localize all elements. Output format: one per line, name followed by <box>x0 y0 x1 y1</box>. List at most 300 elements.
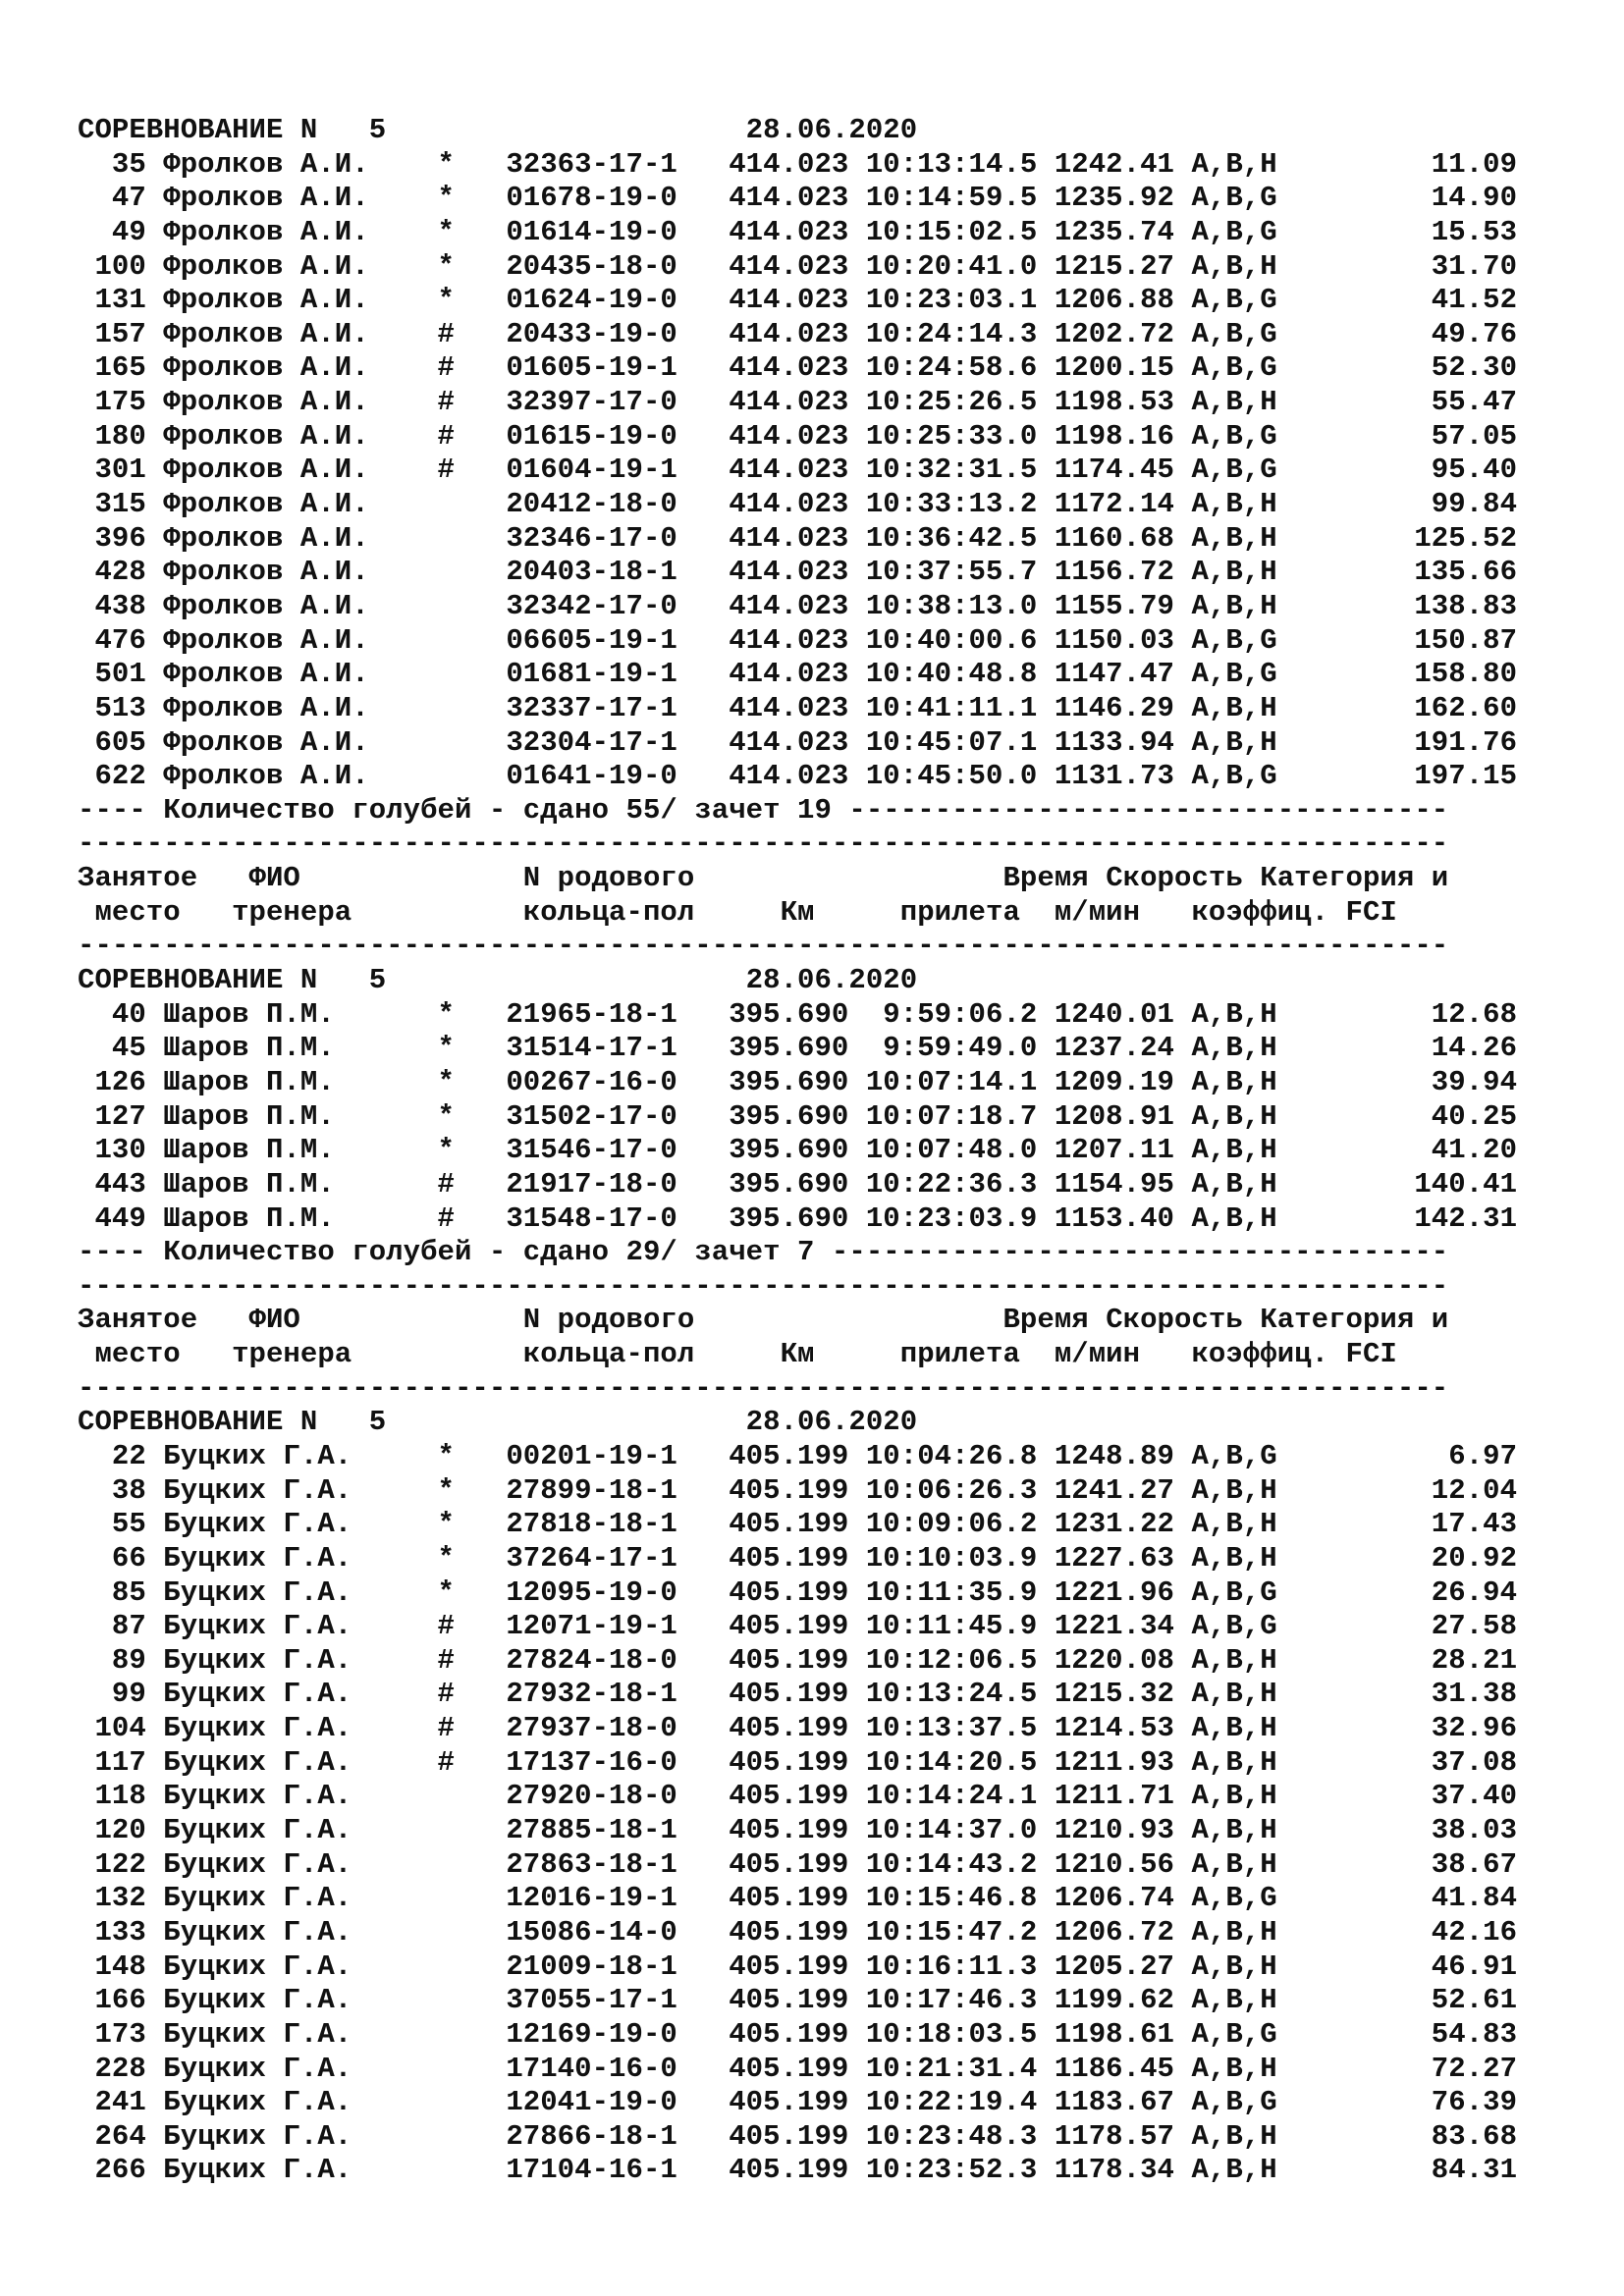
mark-cell: * <box>437 1473 455 1507</box>
result-row <box>78 182 1517 216</box>
mark-cell: * <box>437 1508 455 1541</box>
category-cell: A,B,H <box>1191 2052 1277 2085</box>
ring-number-cell: 20412-18-0 <box>506 488 677 521</box>
distance-km-cell: 405.199 <box>729 2154 849 2187</box>
trainer-name-cell: Шаров П.М. <box>163 1065 335 1098</box>
distance-km-cell: 414.023 <box>729 623 849 657</box>
arrival-time-cell: 10:11:35.9 <box>865 1575 1038 1609</box>
category-cell: A,B,G <box>1191 284 1277 317</box>
col-cat-header: Категория и <box>1260 1304 1449 1337</box>
trainer-name-cell: Фролков А.И. <box>163 589 369 622</box>
category-cell: A,B,G <box>1191 215 1277 248</box>
distance-km-cell: 395.690 <box>729 1167 849 1201</box>
speed-cell: 1215.27 <box>1054 249 1174 283</box>
distance-km-cell: 395.690 <box>729 1134 849 1167</box>
place-cell: 148 <box>94 1949 146 1983</box>
place-cell: 443 <box>94 1167 146 1201</box>
col-ring-header: N родового <box>522 1304 695 1337</box>
col-time-header: Время <box>1002 862 1089 895</box>
speed-cell: 1146.29 <box>1054 691 1174 724</box>
competition-date: 28.06.2020 <box>745 964 918 997</box>
distance-km-cell: 405.199 <box>729 1814 849 1847</box>
fci-cell: 31.38 <box>1431 1678 1518 1711</box>
fci-cell: 40.25 <box>1431 1099 1518 1133</box>
mark-cell: # <box>437 351 455 385</box>
ring-number-cell: 01614-19-0 <box>506 215 677 248</box>
fci-cell: 11.09 <box>1431 147 1518 181</box>
trainer-name-cell: Фролков А.И. <box>163 454 369 487</box>
trainer-name-cell: Фролков А.И. <box>163 249 369 283</box>
category-cell: A,B,H <box>1191 1099 1277 1133</box>
pigeons-summary: Количество голубей - сдано 29/ зачет 7 <box>163 1236 815 1269</box>
speed-cell: 1210.56 <box>1054 1847 1174 1881</box>
table-header-line-1 <box>78 862 1517 896</box>
speed-cell: 1210.93 <box>1054 1814 1174 1847</box>
trainer-name-cell: Буцких Г.А. <box>163 1508 352 1541</box>
trainer-name-cell: Буцких Г.А. <box>163 1984 352 2017</box>
category-cell: A,B,G <box>1191 760 1277 793</box>
ring-number-cell: 20435-18-0 <box>506 249 677 283</box>
fci-cell: 57.05 <box>1431 419 1518 453</box>
ring-number-cell: 21965-18-1 <box>506 997 677 1031</box>
speed-cell: 1183.67 <box>1054 2086 1174 2119</box>
distance-km-cell: 414.023 <box>729 760 849 793</box>
mark-cell: * <box>437 1134 455 1167</box>
result-row <box>78 1168 1517 1202</box>
speed-cell: 1211.93 <box>1054 1745 1174 1779</box>
speed-cell: 1178.57 <box>1054 2119 1174 2153</box>
result-row <box>78 1712 1517 1746</box>
result-row <box>78 556 1517 590</box>
place-cell: 122 <box>94 1847 146 1881</box>
place-cell: 605 <box>94 725 146 759</box>
trainer-name-cell: Фролков А.И. <box>163 658 369 691</box>
distance-km-cell: 395.690 <box>729 1201 849 1235</box>
ring-number-cell: 27932-18-1 <box>506 1678 677 1711</box>
distance-km-cell: 405.199 <box>729 1508 849 1541</box>
category-cell: A,B,H <box>1191 1847 1277 1881</box>
fci-cell: 20.92 <box>1431 1541 1518 1575</box>
fci-cell: 83.68 <box>1431 2119 1518 2153</box>
distance-km-cell: 414.023 <box>729 589 849 622</box>
result-row <box>78 420 1517 454</box>
speed-cell: 1150.03 <box>1054 623 1174 657</box>
col-place-header: Занятое <box>78 1304 198 1337</box>
trainer-name-cell: Фролков А.И. <box>163 521 369 555</box>
trainer-name-cell: Фролков А.И. <box>163 556 369 589</box>
fci-cell: 31.70 <box>1431 249 1518 283</box>
trainer-name-cell: Шаров П.М. <box>163 1099 335 1133</box>
mark-cell: # <box>437 454 455 487</box>
place-cell: 301 <box>94 454 146 487</box>
place-cell: 22 <box>111 1439 146 1472</box>
place-cell: 85 <box>111 1575 146 1609</box>
col-cat-header: Категория и <box>1260 862 1449 895</box>
fci-cell: 55.47 <box>1431 386 1518 419</box>
arrival-time-cell: 10:23:52.3 <box>865 2154 1038 2187</box>
mark-cell: # <box>437 1678 455 1711</box>
arrival-time-cell: 10:25:26.5 <box>865 386 1038 419</box>
category-cell: A,B,H <box>1191 1643 1277 1677</box>
arrival-time-cell: 10:45:07.1 <box>865 725 1038 759</box>
competition-title-line <box>78 1406 1517 1440</box>
result-row <box>78 1780 1517 1814</box>
arrival-time-cell: 10:22:36.3 <box>865 1167 1038 1201</box>
competition-date: 28.06.2020 <box>745 1406 918 1439</box>
ring-number-cell: 01641-19-0 <box>506 760 677 793</box>
arrival-time-cell: 10:41:11.1 <box>865 691 1038 724</box>
speed-cell: 1211.71 <box>1054 1780 1174 1813</box>
result-row <box>78 1508 1517 1542</box>
fci-cell: 17.43 <box>1431 1508 1518 1541</box>
fci-cell: 41.20 <box>1431 1134 1518 1167</box>
distance-km-cell: 414.023 <box>729 725 849 759</box>
arrival-time-cell: 10:23:03.9 <box>865 1201 1038 1235</box>
place-cell: 117 <box>94 1745 146 1779</box>
result-row <box>78 148 1517 183</box>
place-cell: 131 <box>94 284 146 317</box>
fci-cell: 125.52 <box>1414 521 1518 555</box>
place-cell: 513 <box>94 691 146 724</box>
place-cell: 228 <box>94 2052 146 2085</box>
place-cell: 100 <box>94 249 146 283</box>
category-cell: A,B,G <box>1191 1882 1277 1915</box>
place-cell: 38 <box>111 1473 146 1507</box>
col-fci-header-2: FCI <box>1345 895 1397 929</box>
speed-cell: 1178.34 <box>1054 2154 1174 2187</box>
place-cell: 120 <box>94 1814 146 1847</box>
ring-number-cell: 01678-19-0 <box>506 182 677 215</box>
category-cell: A,B,H <box>1191 488 1277 521</box>
arrival-time-cell: 10:04:26.8 <box>865 1439 1038 1472</box>
trainer-name-cell: Буцких Г.А. <box>163 1949 352 1983</box>
competition-title: СОРЕВНОВАНИЕ N 5 <box>78 1406 387 1439</box>
fci-cell: 15.53 <box>1431 215 1518 248</box>
result-row <box>78 1746 1517 1781</box>
col-name-header-2: тренера <box>232 1338 352 1371</box>
speed-cell: 1147.47 <box>1054 658 1174 691</box>
trainer-name-cell: Фролков А.И. <box>163 317 369 350</box>
fci-cell: 38.03 <box>1431 1814 1518 1847</box>
distance-km-cell: 405.199 <box>729 1780 849 1813</box>
trainer-name-cell: Буцких Г.А. <box>163 2119 352 2153</box>
category-cell: A,B,G <box>1191 2017 1277 2051</box>
distance-km-cell: 395.690 <box>729 1032 849 1065</box>
fci-cell: 138.83 <box>1414 589 1518 622</box>
speed-cell: 1133.94 <box>1054 725 1174 759</box>
competition-title-line <box>78 114 1517 148</box>
col-ring-header-2: кольца-пол <box>522 895 695 929</box>
fci-cell: 28.21 <box>1431 1643 1518 1677</box>
arrival-time-cell: 10:22:19.4 <box>865 2086 1038 2119</box>
distance-km-cell: 414.023 <box>729 182 849 215</box>
speed-cell: 1221.96 <box>1054 1575 1174 1609</box>
arrival-time-cell: 10:24:58.6 <box>865 351 1038 385</box>
trainer-name-cell: Фролков А.И. <box>163 691 369 724</box>
result-row <box>78 658 1517 692</box>
mark-cell: * <box>437 215 455 248</box>
col-km-header-2: Км <box>780 895 815 929</box>
result-row <box>78 318 1517 352</box>
category-cell: A,B,H <box>1191 147 1277 181</box>
place-cell: 180 <box>94 419 146 453</box>
trainer-name-cell: Шаров П.М. <box>163 997 335 1031</box>
col-speed-header: Скорость <box>1106 862 1243 895</box>
speed-cell: 1155.79 <box>1054 589 1174 622</box>
fci-cell: 140.41 <box>1414 1167 1518 1201</box>
place-cell: 104 <box>94 1712 146 1745</box>
place-cell: 35 <box>111 147 146 181</box>
place-cell: 126 <box>94 1065 146 1098</box>
speed-cell: 1131.73 <box>1054 760 1174 793</box>
col-speed-header-2: м/мин <box>1054 1338 1141 1371</box>
distance-km-cell: 414.023 <box>729 521 849 555</box>
trainer-name-cell: Буцких Г.А. <box>163 1575 352 1609</box>
place-cell: 49 <box>111 215 146 248</box>
result-row <box>78 250 1517 285</box>
arrival-time-cell: 10:38:13.0 <box>865 589 1038 622</box>
result-row <box>78 726 1517 761</box>
distance-km-cell: 414.023 <box>729 556 849 589</box>
fci-cell: 37.08 <box>1431 1745 1518 1779</box>
speed-cell: 1202.72 <box>1054 317 1174 350</box>
ring-number-cell: 27866-18-1 <box>506 2119 677 2153</box>
speed-cell: 1235.74 <box>1054 215 1174 248</box>
result-row <box>78 216 1517 250</box>
ring-number-cell: 27863-18-1 <box>506 1847 677 1881</box>
category-cell: A,B,G <box>1191 1610 1277 1643</box>
speed-cell: 1205.27 <box>1054 1949 1174 1983</box>
ring-number-cell: 31502-17-0 <box>506 1099 677 1133</box>
category-cell: A,B,G <box>1191 1439 1277 1472</box>
category-cell: A,B,H <box>1191 1473 1277 1507</box>
trainer-name-cell: Фролков А.И. <box>163 623 369 657</box>
trainer-name-cell: Фролков А.И. <box>163 419 369 453</box>
ring-number-cell: 12095-19-0 <box>506 1575 677 1609</box>
arrival-time-cell: 9:59:06.2 <box>883 997 1038 1031</box>
arrival-time-cell: 10:11:45.9 <box>865 1610 1038 1643</box>
place-cell: 315 <box>94 488 146 521</box>
distance-km-cell: 405.199 <box>729 1745 849 1779</box>
category-cell: A,B,H <box>1191 1745 1277 1779</box>
speed-cell: 1215.32 <box>1054 1678 1174 1711</box>
mark-cell: * <box>437 1575 455 1609</box>
place-cell: 264 <box>94 2119 146 2153</box>
result-row <box>78 2018 1517 2053</box>
trainer-name-cell: Буцких Г.А. <box>163 1882 352 1915</box>
result-row <box>78 1474 1517 1509</box>
col-speed-header: Скорость <box>1106 1304 1243 1337</box>
result-row <box>78 454 1517 488</box>
result-row <box>78 1100 1517 1135</box>
result-row <box>78 1032 1517 1066</box>
trainer-name-cell: Буцких Г.А. <box>163 1678 352 1711</box>
category-cell: A,B,H <box>1191 1678 1277 1711</box>
arrival-time-cell: 10:06:26.3 <box>865 1473 1038 1507</box>
speed-cell: 1206.74 <box>1054 1882 1174 1915</box>
fci-cell: 49.76 <box>1431 317 1518 350</box>
mark-cell: * <box>437 1439 455 1472</box>
speed-cell: 1248.89 <box>1054 1439 1174 1472</box>
speed-cell: 1186.45 <box>1054 2052 1174 2085</box>
ring-number-cell: 20433-19-0 <box>506 317 677 350</box>
ring-number-cell: 32337-17-1 <box>506 691 677 724</box>
fci-cell: 135.66 <box>1414 556 1518 589</box>
distance-km-cell: 414.023 <box>729 658 849 691</box>
ring-number-cell: 01681-19-1 <box>506 658 677 691</box>
trainer-name-cell: Буцких Г.А. <box>163 1541 352 1575</box>
result-row <box>78 1644 1517 1679</box>
place-cell: 166 <box>94 1984 146 2017</box>
arrival-time-cell: 10:24:14.3 <box>865 317 1038 350</box>
mark-cell: * <box>437 1032 455 1065</box>
trainer-name-cell: Буцких Г.А. <box>163 2086 352 2119</box>
ring-number-cell: 15086-14-0 <box>506 1915 677 1949</box>
trainer-name-cell: Буцких Г.А. <box>163 1610 352 1643</box>
place-cell: 241 <box>94 2086 146 2119</box>
category-cell: A,B,H <box>1191 589 1277 622</box>
mark-cell: # <box>437 1643 455 1677</box>
competition-date: 28.06.2020 <box>745 114 918 146</box>
category-cell: A,B,G <box>1191 351 1277 385</box>
distance-km-cell: 405.199 <box>729 1712 849 1745</box>
ring-number-cell: 27885-18-1 <box>506 1814 677 1847</box>
speed-cell: 1198.16 <box>1054 419 1174 453</box>
separator-line: -------------------------------------------------------------------------------- <box>78 930 1449 963</box>
speed-cell: 1153.40 <box>1054 1201 1174 1235</box>
distance-km-cell: 405.199 <box>729 1678 849 1711</box>
ring-number-cell: 37264-17-1 <box>506 1541 677 1575</box>
category-cell: A,B,H <box>1191 1915 1277 1949</box>
category-cell: A,B,H <box>1191 1508 1277 1541</box>
speed-cell: 1156.72 <box>1054 556 1174 589</box>
arrival-time-cell: 10:45:50.0 <box>865 760 1038 793</box>
distance-km-cell: 395.690 <box>729 1099 849 1133</box>
trainer-name-cell: Фролков А.И. <box>163 386 369 419</box>
trainer-name-cell: Буцких Г.А. <box>163 1473 352 1507</box>
fci-cell: 14.26 <box>1431 1032 1518 1065</box>
arrival-time-cell: 10:40:48.8 <box>865 658 1038 691</box>
ring-number-cell: 31546-17-0 <box>506 1134 677 1167</box>
ring-number-cell: 17140-16-0 <box>506 2052 677 2085</box>
arrival-time-cell: 10:36:42.5 <box>865 521 1038 555</box>
trainer-name-cell: Фролков А.И. <box>163 182 369 215</box>
result-row <box>78 624 1517 659</box>
ring-number-cell: 32363-17-1 <box>506 147 677 181</box>
table-header-line-2 <box>78 1338 1517 1372</box>
ring-number-cell: 21917-18-0 <box>506 1167 677 1201</box>
trainer-name-cell: Буцких Г.А. <box>163 1847 352 1881</box>
result-row <box>78 284 1517 318</box>
ring-number-cell: 12041-19-0 <box>506 2086 677 2119</box>
arrival-time-cell: 10:12:06.5 <box>865 1643 1038 1677</box>
competition-title: СОРЕВНОВАНИЕ N 5 <box>78 114 387 146</box>
separator-line: -------------------------------------------------------------------------------- <box>78 1269 1449 1303</box>
distance-km-cell: 414.023 <box>729 284 849 317</box>
ring-number-cell: 27937-18-0 <box>506 1712 677 1745</box>
distance-km-cell: 405.199 <box>729 1473 849 1507</box>
mark-cell: # <box>437 1201 455 1235</box>
place-cell: 428 <box>94 556 146 589</box>
ring-number-cell: 37055-17-1 <box>506 1984 677 2017</box>
mark-cell: * <box>437 997 455 1031</box>
mark-cell: * <box>437 147 455 181</box>
result-row <box>78 351 1517 386</box>
arrival-time-cell: 10:14:43.2 <box>865 1847 1038 1881</box>
category-cell: A,B,H <box>1191 2154 1277 2187</box>
fci-cell: 37.40 <box>1431 1780 1518 1813</box>
trainer-name-cell: Буцких Г.А. <box>163 1814 352 1847</box>
arrival-time-cell: 10:14:37.0 <box>865 1814 1038 1847</box>
trainer-name-cell: Фролков А.И. <box>163 488 369 521</box>
speed-cell: 1198.61 <box>1054 2017 1174 2051</box>
mark-cell: * <box>437 1099 455 1133</box>
mark-cell: # <box>437 1610 455 1643</box>
speed-cell: 1209.19 <box>1054 1065 1174 1098</box>
trainer-name-cell: Буцких Г.А. <box>163 1780 352 1813</box>
speed-cell: 1206.88 <box>1054 284 1174 317</box>
trainer-name-cell: Фролков А.И. <box>163 725 369 759</box>
place-cell: 173 <box>94 2017 146 2051</box>
result-row <box>78 590 1517 624</box>
result-row <box>78 692 1517 726</box>
col-name-header: ФИО <box>248 1304 300 1337</box>
distance-km-cell: 405.199 <box>729 1984 849 2017</box>
arrival-time-cell: 10:23:03.1 <box>865 284 1038 317</box>
distance-km-cell: 414.023 <box>729 691 849 724</box>
category-cell: A,B,G <box>1191 658 1277 691</box>
summary-line: ---- Количество голубей - сдано 55/ зачет 19 ----------------------------------- <box>78 793 1449 827</box>
result-row <box>78 998 1517 1033</box>
place-cell: 66 <box>111 1541 146 1575</box>
category-cell: A,B,H <box>1191 1949 1277 1983</box>
arrival-time-cell: 10:07:18.7 <box>865 1099 1038 1133</box>
ring-number-cell: 01604-19-1 <box>506 454 677 487</box>
col-place-header-2: место <box>94 895 181 929</box>
distance-km-cell: 405.199 <box>729 2086 849 2119</box>
result-row <box>78 2154 1517 2188</box>
arrival-time-cell: 10:13:24.5 <box>865 1678 1038 1711</box>
speed-cell: 1154.95 <box>1054 1167 1174 1201</box>
trainer-name-cell: Буцких Г.А. <box>163 1712 352 1745</box>
speed-cell: 1237.24 <box>1054 1032 1174 1065</box>
place-cell: 165 <box>94 351 146 385</box>
fci-cell: 41.52 <box>1431 284 1518 317</box>
distance-km-cell: 414.023 <box>729 419 849 453</box>
result-row <box>78 1134 1517 1168</box>
result-row <box>78 2086 1517 2120</box>
speed-cell: 1172.14 <box>1054 488 1174 521</box>
ring-number-cell: 27824-18-0 <box>506 1643 677 1677</box>
ring-number-cell: 31514-17-1 <box>506 1032 677 1065</box>
speed-cell: 1208.91 <box>1054 1099 1174 1133</box>
speed-cell: 1214.53 <box>1054 1712 1174 1745</box>
trainer-name-cell: Фролков А.И. <box>163 284 369 317</box>
fci-cell: 99.84 <box>1431 488 1518 521</box>
col-place-header-2: место <box>94 1338 181 1371</box>
result-row <box>78 1440 1517 1474</box>
category-cell: A,B,G <box>1191 317 1277 350</box>
mark-cell: # <box>437 386 455 419</box>
category-cell: A,B,H <box>1191 1814 1277 1847</box>
results-document <box>78 114 1517 2188</box>
trainer-name-cell: Фролков А.И. <box>163 760 369 793</box>
ring-number-cell: 27920-18-0 <box>506 1780 677 1813</box>
ring-number-cell: 01624-19-0 <box>506 284 677 317</box>
ring-number-cell: 21009-18-1 <box>506 1949 677 1983</box>
result-row <box>78 2053 1517 2087</box>
ring-number-cell: 27899-18-1 <box>506 1473 677 1507</box>
